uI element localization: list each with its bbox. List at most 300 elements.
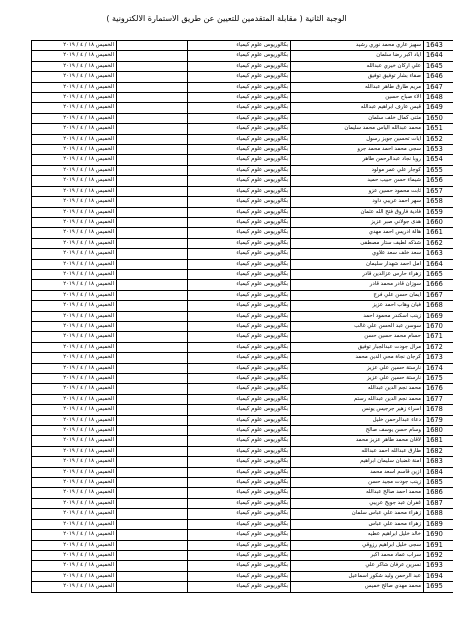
table-row — [32, 113, 453, 123]
row-number-cell: 1676 — [424, 384, 453, 394]
row-number-cell: 1668 — [424, 301, 453, 311]
row-number-cell: 1661 — [424, 228, 453, 238]
row-number-cell: 1693 — [424, 561, 453, 571]
table-row — [32, 311, 453, 321]
table-row — [32, 290, 453, 300]
degree-cell: بكالوريوس علوم كيمياء — [188, 197, 291, 207]
table-row — [32, 332, 453, 342]
blank-cell — [117, 124, 188, 134]
applicant-name-cell: قيس عارف ابراهيم عبدالله — [291, 103, 424, 113]
degree-cell: بكالوريوس علوم كيمياء — [188, 228, 291, 238]
applicant-name-cell: لاقان محمد طاهر عزيز محمد — [291, 436, 424, 446]
interview-date-cell: الخميس ١٨ / ٤ / ٢٠١٩ — [32, 93, 117, 103]
degree-cell: بكالوريوس علوم كيمياء — [188, 176, 291, 186]
blank-cell — [117, 321, 188, 331]
applicant-name-cell: محمد نجم الدين عبدالله رستم — [291, 394, 424, 404]
interview-date-cell: الخميس ١٨ / ٤ / ٢٠١٩ — [32, 571, 117, 581]
blank-cell — [117, 311, 188, 321]
table-row — [32, 394, 453, 404]
row-number-cell: 1677 — [424, 394, 453, 404]
degree-cell: بكالوريوس علوم كيمياء — [188, 498, 291, 508]
table-row — [32, 197, 453, 207]
table-row — [32, 134, 453, 144]
applicant-name-cell: علي اركان خيري عبدالله — [291, 61, 424, 71]
interview-date-cell: الخميس ١٨ / ٤ / ٢٠١٩ — [32, 519, 117, 529]
applicant-name-cell: سراب عماد محمد اكبر — [291, 550, 424, 560]
applicant-name-cell: روبا نجاد عبدالرحمن طاهر — [291, 155, 424, 165]
table-row — [32, 363, 453, 373]
interview-date-cell: الخميس ١٨ / ٤ / ٢٠١٩ — [32, 374, 117, 384]
applicant-name-cell: مرال جودت عبدالجبار توفيق — [291, 342, 424, 352]
row-number-cell: 1690 — [424, 530, 453, 540]
interview-date-cell: الخميس ١٨ / ٤ / ٢٠١٩ — [32, 332, 117, 342]
blank-cell — [117, 93, 188, 103]
table-row — [32, 301, 453, 311]
table-row — [32, 228, 453, 238]
applicant-name-cell: زينب جودت مجيد حسن — [291, 478, 424, 488]
degree-cell: بكالوريوس علوم كيمياء — [188, 426, 291, 436]
blank-cell — [117, 478, 188, 488]
blank-cell — [117, 280, 188, 290]
interview-date-cell: الخميس ١٨ / ٤ / ٢٠١٩ — [32, 457, 117, 467]
interview-date-cell: الخميس ١٨ / ٤ / ٢٠١٩ — [32, 321, 117, 331]
applicant-name-cell: ايات تحسين جويز رسول — [291, 134, 424, 144]
applicant-name-cell: وسام حسن يوسف صالح — [291, 426, 424, 436]
row-number-cell: 1686 — [424, 488, 453, 498]
degree-cell: بكالوريوس علوم كيمياء — [188, 446, 291, 456]
applicant-name-cell: كرجان نجاة محي الدين محمد — [291, 353, 424, 363]
degree-cell: بكالوريوس علوم كيمياء — [188, 93, 291, 103]
degree-cell: بكالوريوس علوم كيمياء — [188, 394, 291, 404]
row-number-cell: 1673 — [424, 353, 453, 363]
interview-date-cell: الخميس ١٨ / ٤ / ٢٠١٩ — [32, 51, 117, 61]
applicant-name-cell: سوزان قادر محمد قادر — [291, 280, 424, 290]
interview-date-cell: الخميس ١٨ / ٤ / ٢٠١٩ — [32, 446, 117, 456]
applicant-name-cell: نارستة حسين علي عزيز — [291, 363, 424, 373]
blank-cell — [117, 217, 188, 227]
interview-date-cell: الخميس ١٨ / ٤ / ٢٠١٩ — [32, 165, 117, 175]
row-number-cell: 1687 — [424, 498, 453, 508]
degree-cell: بكالوريوس علوم كيمياء — [188, 103, 291, 113]
blank-cell — [117, 405, 188, 415]
table-row — [32, 321, 453, 331]
interview-date-cell: الخميس ١٨ / ٤ / ٢٠١٩ — [32, 415, 117, 425]
interview-date-cell: الخميس ١٨ / ٤ / ٢٠١٩ — [32, 342, 117, 352]
degree-cell: بكالوريوس علوم كيمياء — [188, 51, 291, 61]
blank-cell — [117, 436, 188, 446]
applicants-table-body — [32, 41, 453, 593]
interview-date-cell: الخميس ١٨ / ٤ / ٢٠١٩ — [32, 509, 117, 519]
interview-date-cell: الخميس ١٨ / ٤ / ٢٠١٩ — [32, 290, 117, 300]
degree-cell: بكالوريوس علوم كيمياء — [188, 384, 291, 394]
degree-cell: بكالوريوس علوم كيمياء — [188, 488, 291, 498]
applicant-name-cell: شذكه لطيف ستار مصطفى — [291, 238, 424, 248]
degree-cell: بكالوريوس علوم كيمياء — [188, 290, 291, 300]
row-number-cell: 1659 — [424, 207, 453, 217]
interview-date-cell: الخميس ١٨ / ٤ / ٢٠١٩ — [32, 436, 117, 446]
interview-date-cell: الخميس ١٨ / ٤ / ٢٠١٩ — [32, 124, 117, 134]
table-row — [32, 550, 453, 560]
table-row — [32, 41, 453, 51]
table-row — [32, 509, 453, 519]
applicant-name-cell: ثابت محمود حسين عزو — [291, 186, 424, 196]
blank-cell — [117, 176, 188, 186]
table-row — [32, 61, 453, 71]
table-row — [32, 249, 453, 259]
table-row — [32, 165, 453, 175]
row-number-cell: 1683 — [424, 457, 453, 467]
blank-cell — [117, 540, 188, 550]
table-row — [32, 498, 453, 508]
interview-date-cell: الخميس ١٨ / ٤ / ٢٠١٩ — [32, 582, 117, 592]
row-number-cell: 1678 — [424, 405, 453, 415]
degree-cell: بكالوريوس علوم كيمياء — [188, 363, 291, 373]
applicant-name-cell: سجى خليل ابراهيم رزوقي — [291, 540, 424, 550]
blank-cell — [117, 61, 188, 71]
blank-cell — [117, 374, 188, 384]
table-row — [32, 561, 453, 571]
row-number-cell: 1682 — [424, 446, 453, 456]
row-number-cell: 1649 — [424, 103, 453, 113]
applicant-name-cell: سعد خلف سعد علاوي — [291, 249, 424, 259]
degree-cell: بكالوريوس علوم كيمياء — [188, 124, 291, 134]
degree-cell: بكالوريوس علوم كيمياء — [188, 238, 291, 248]
degree-cell: بكالوريوس علوم كيمياء — [188, 155, 291, 165]
blank-cell — [117, 446, 188, 456]
blank-cell — [117, 415, 188, 425]
row-number-cell: 1654 — [424, 155, 453, 165]
table-row — [32, 426, 453, 436]
applicant-name-cell: كوجار علي عمر مولود — [291, 165, 424, 175]
interview-date-cell: الخميس ١٨ / ٤ / ٢٠١٩ — [32, 145, 117, 155]
degree-cell: بكالوريوس علوم كيمياء — [188, 165, 291, 175]
interview-date-cell: الخميس ١٨ / ٤ / ٢٠١٩ — [32, 155, 117, 165]
applicant-name-cell: اسراء زهير جرجيس يونس — [291, 405, 424, 415]
degree-cell: بكالوريوس علوم كيمياء — [188, 540, 291, 550]
degree-cell: بكالوريوس علوم كيمياء — [188, 405, 291, 415]
degree-cell: بكالوريوس علوم كيمياء — [188, 457, 291, 467]
degree-cell: بكالوريوس علوم كيمياء — [188, 82, 291, 92]
blank-cell — [117, 207, 188, 217]
table-row — [32, 467, 453, 477]
blank-cell — [117, 41, 188, 51]
blank-cell — [117, 197, 188, 207]
applicant-name-cell: الاء صباح حسين — [291, 93, 424, 103]
applicant-name-cell: سجى محمد احمد محمد جرو — [291, 145, 424, 155]
row-number-cell: 1689 — [424, 519, 453, 529]
row-number-cell: 1644 — [424, 51, 453, 61]
row-number-cell: 1645 — [424, 61, 453, 71]
interview-date-cell: الخميس ١٨ / ٤ / ٢٠١٩ — [32, 478, 117, 488]
blank-cell — [117, 72, 188, 82]
applicant-name-cell: حسام محمد حسين حسن — [291, 332, 424, 342]
row-number-cell: 1692 — [424, 550, 453, 560]
applicant-name-cell: فادية فاروق فتح الله عثمان — [291, 207, 424, 217]
blank-cell — [117, 582, 188, 592]
blank-cell — [117, 394, 188, 404]
degree-cell: بكالوريوس علوم كيمياء — [188, 321, 291, 331]
row-number-cell: 1648 — [424, 93, 453, 103]
table-row — [32, 488, 453, 498]
interview-date-cell: الخميس ١٨ / ٤ / ٢٠١٩ — [32, 41, 117, 51]
degree-cell: بكالوريوس علوم كيمياء — [188, 342, 291, 352]
row-number-cell: 1664 — [424, 259, 453, 269]
table-row — [32, 82, 453, 92]
applicant-name-cell: عبد الرحمن وليد شكور اسماعيل — [291, 571, 424, 581]
row-number-cell: 1657 — [424, 186, 453, 196]
applicant-name-cell: زهراء محمد علي عباس سلمان — [291, 509, 424, 519]
blank-cell — [117, 113, 188, 123]
table-row — [32, 269, 453, 279]
table-row — [32, 384, 453, 394]
degree-cell: بكالوريوس علوم كيمياء — [188, 550, 291, 560]
blank-cell — [117, 82, 188, 92]
blank-cell — [117, 186, 188, 196]
table-row — [32, 540, 453, 550]
blank-cell — [117, 103, 188, 113]
applicant-name-cell: طارق عبدالله احمد عبدالله — [291, 446, 424, 456]
degree-cell: بكالوريوس علوم كيمياء — [188, 467, 291, 477]
table-row — [32, 93, 453, 103]
degree-cell: بكالوريوس علوم كيمياء — [188, 113, 291, 123]
interview-date-cell: الخميس ١٨ / ٤ / ٢٠١٩ — [32, 488, 117, 498]
row-number-cell: 1665 — [424, 269, 453, 279]
degree-cell: بكالوريوس علوم كيمياء — [188, 530, 291, 540]
interview-date-cell: الخميس ١٨ / ٤ / ٢٠١٩ — [32, 72, 117, 82]
interview-date-cell: الخميس ١٨ / ٤ / ٢٠١٩ — [32, 301, 117, 311]
interview-date-cell: الخميس ١٨ / ٤ / ٢٠١٩ — [32, 82, 117, 92]
row-number-cell: 1655 — [424, 165, 453, 175]
table-row — [32, 124, 453, 134]
blank-cell — [117, 51, 188, 61]
degree-cell: بكالوريوس علوم كيمياء — [188, 207, 291, 217]
applicant-name-cell: محمد مهدي صالح خميس — [291, 582, 424, 592]
degree-cell: بكالوريوس علوم كيمياء — [188, 269, 291, 279]
degree-cell: بكالوريوس علوم كيمياء — [188, 436, 291, 446]
applicant-name-cell: محمد عبدالله الياس محمد سليمان — [291, 124, 424, 134]
interview-date-cell: الخميس ١٨ / ٤ / ٢٠١٩ — [32, 394, 117, 404]
applicant-name-cell: سهيز عاري محمد نوري رشيد — [291, 41, 424, 51]
degree-cell: بكالوريوس علوم كيمياء — [188, 145, 291, 155]
applicant-name-cell: نارستة حسين علي عزيز — [291, 374, 424, 384]
blank-cell — [117, 165, 188, 175]
row-number-cell: 1669 — [424, 311, 453, 321]
applicant-name-cell: نسرين عرفان شاكر علي — [291, 561, 424, 571]
applicant-name-cell: زهراء محمد علي عباس — [291, 519, 424, 529]
blank-cell — [117, 467, 188, 477]
blank-cell — [117, 353, 188, 363]
row-number-cell: 1656 — [424, 176, 453, 186]
interview-date-cell: الخميس ١٨ / ٤ / ٢٠١٩ — [32, 269, 117, 279]
row-number-cell: 1646 — [424, 72, 453, 82]
table-row — [32, 519, 453, 529]
degree-cell: بكالوريوس علوم كيمياء — [188, 519, 291, 529]
blank-cell — [117, 238, 188, 248]
applicant-name-cell: سوسن عبد الحسن علي غالب — [291, 321, 424, 331]
degree-cell: بكالوريوس علوم كيمياء — [188, 301, 291, 311]
applicant-name-cell: محمد احمد صالح عبدالله — [291, 488, 424, 498]
table-row — [32, 582, 453, 592]
blank-cell — [117, 550, 188, 560]
row-number-cell: 1667 — [424, 290, 453, 300]
applicant-name-cell: فيان وهاب احمد عزيز — [291, 301, 424, 311]
blank-cell — [117, 228, 188, 238]
table-row — [32, 280, 453, 290]
row-number-cell: 1695 — [424, 582, 453, 592]
row-number-cell: 1691 — [424, 540, 453, 550]
row-number-cell: 1679 — [424, 415, 453, 425]
applicant-name-cell: زينب اسكندر محمود احمد — [291, 311, 424, 321]
applicant-name-cell: ازين قاسم اسعد محمد — [291, 467, 424, 477]
row-number-cell: 1674 — [424, 363, 453, 373]
table-row — [32, 571, 453, 581]
table-row — [32, 342, 453, 352]
blank-cell — [117, 498, 188, 508]
applicant-name-cell: محمد نجم الدين عبدالله — [291, 384, 424, 394]
interview-date-cell: الخميس ١٨ / ٤ / ٢٠١٩ — [32, 540, 117, 550]
interview-date-cell: الخميس ١٨ / ٤ / ٢٠١٩ — [32, 353, 117, 363]
blank-cell — [117, 269, 188, 279]
row-number-cell: 1650 — [424, 113, 453, 123]
degree-cell: بكالوريوس علوم كيمياء — [188, 332, 291, 342]
table-row — [32, 446, 453, 456]
degree-cell: بكالوريوس علوم كيمياء — [188, 217, 291, 227]
table-row — [32, 186, 453, 196]
applicant-name-cell: هالة ادريس احمد مهدي — [291, 228, 424, 238]
blank-cell — [117, 145, 188, 155]
table-row — [32, 457, 453, 467]
table-row — [32, 353, 453, 363]
row-number-cell: 1666 — [424, 280, 453, 290]
interview-date-cell: الخميس ١٨ / ٤ / ٢٠١٩ — [32, 197, 117, 207]
degree-cell: بكالوريوس علوم كيمياء — [188, 72, 291, 82]
table-row — [32, 405, 453, 415]
applicant-name-cell: خالد خليل ابراهيم عطيه — [291, 530, 424, 540]
blank-cell — [117, 384, 188, 394]
interview-date-cell: الخميس ١٨ / ٤ / ٢٠١٩ — [32, 207, 117, 217]
table-row — [32, 155, 453, 165]
table-row — [32, 217, 453, 227]
applicant-name-cell: سهر احمد عريبي داود — [291, 197, 424, 207]
interview-date-cell: الخميس ١٨ / ٤ / ٢٠١٩ — [32, 550, 117, 560]
blank-cell — [117, 249, 188, 259]
blank-cell — [117, 457, 188, 467]
interview-date-cell: الخميس ١٨ / ٤ / ٢٠١٩ — [32, 217, 117, 227]
table-row — [32, 176, 453, 186]
interview-date-cell: الخميس ١٨ / ٤ / ٢٠١٩ — [32, 238, 117, 248]
row-number-cell: 1647 — [424, 82, 453, 92]
degree-cell: بكالوريوس علوم كيمياء — [188, 582, 291, 592]
interview-date-cell: الخميس ١٨ / ٤ / ٢٠١٩ — [32, 530, 117, 540]
blank-cell — [117, 488, 188, 498]
blank-cell — [117, 134, 188, 144]
interview-date-cell: الخميس ١٨ / ٤ / ٢٠١٩ — [32, 228, 117, 238]
row-number-cell: 1651 — [424, 124, 453, 134]
interview-date-cell: الخميس ١٨ / ٤ / ٢٠١٩ — [32, 498, 117, 508]
row-number-cell: 1643 — [424, 41, 453, 51]
row-number-cell: 1660 — [424, 217, 453, 227]
interview-date-cell: الخميس ١٨ / ٤ / ٢٠١٩ — [32, 467, 117, 477]
row-number-cell: 1652 — [424, 134, 453, 144]
interview-date-cell: الخميس ١٨ / ٤ / ٢٠١٩ — [32, 259, 117, 269]
applicant-name-cell: غفران عبد جويخ عريبي — [291, 498, 424, 508]
applicant-name-cell: ايمان حسن علي فرج — [291, 290, 424, 300]
table-row — [32, 436, 453, 446]
applicant-name-cell: زهراء حارس عزالدين قادر — [291, 269, 424, 279]
interview-date-cell: الخميس ١٨ / ٤ / ٢٠١٩ — [32, 405, 117, 415]
row-number-cell: 1653 — [424, 145, 453, 155]
degree-cell: بكالوريوس علوم كيمياء — [188, 61, 291, 71]
table-row — [32, 72, 453, 82]
table-row — [32, 103, 453, 113]
table-row — [32, 238, 453, 248]
row-number-cell: 1672 — [424, 342, 453, 352]
degree-cell: بكالوريوس علوم كيمياء — [188, 478, 291, 488]
blank-cell — [117, 155, 188, 165]
interview-date-cell: الخميس ١٨ / ٤ / ٢٠١٩ — [32, 561, 117, 571]
table-row — [32, 374, 453, 384]
applicant-name-cell: امل احمد شهدار سليمان — [291, 259, 424, 269]
applicant-name-cell: مريم طارق طاهر عبدالله — [291, 82, 424, 92]
degree-cell: بكالوريوس علوم كيمياء — [188, 134, 291, 144]
table-row — [32, 530, 453, 540]
applicant-name-cell: مثنى كمال خلف سلمان — [291, 113, 424, 123]
blank-cell — [117, 363, 188, 373]
row-number-cell: 1670 — [424, 321, 453, 331]
row-number-cell: 1684 — [424, 467, 453, 477]
interview-date-cell: الخميس ١٨ / ٤ / ٢٠١٩ — [32, 363, 117, 373]
degree-cell: بكالوريوس علوم كيمياء — [188, 186, 291, 196]
degree-cell: بكالوريوس علوم كيمياء — [188, 374, 291, 384]
degree-cell: بكالوريوس علوم كيمياء — [188, 353, 291, 363]
row-number-cell: 1688 — [424, 509, 453, 519]
row-number-cell: 1694 — [424, 571, 453, 581]
degree-cell: بكالوريوس علوم كيمياء — [188, 41, 291, 51]
degree-cell: بكالوريوس علوم كيمياء — [188, 415, 291, 425]
applicant-name-cell: امنة غضبان سليمان ابراهيم — [291, 457, 424, 467]
interview-date-cell: الخميس ١٨ / ٤ / ٢٠١٩ — [32, 113, 117, 123]
degree-cell: بكالوريوس علوم كيمياء — [188, 249, 291, 259]
degree-cell: بكالوريوس علوم كيمياء — [188, 280, 291, 290]
degree-cell: بكالوريوس علوم كيمياء — [188, 311, 291, 321]
table-row — [32, 145, 453, 155]
blank-cell — [117, 571, 188, 581]
degree-cell: بكالوريوس علوم كيمياء — [188, 259, 291, 269]
interview-date-cell: الخميس ١٨ / ٤ / ٢٠١٩ — [32, 103, 117, 113]
interview-date-cell: الخميس ١٨ / ٤ / ٢٠١٩ — [32, 134, 117, 144]
blank-cell — [117, 426, 188, 436]
interview-date-cell: الخميس ١٨ / ٤ / ٢٠١٩ — [32, 61, 117, 71]
degree-cell: بكالوريوس علوم كيمياء — [188, 561, 291, 571]
applicant-name-cell: شيماء حسن حبيب حميد — [291, 176, 424, 186]
blank-cell — [117, 530, 188, 540]
table-row — [32, 259, 453, 269]
applicant-name-cell: هدى جولاني صبر عزيز — [291, 217, 424, 227]
interview-date-cell: الخميس ١٨ / ٤ / ٢٠١٩ — [32, 426, 117, 436]
interview-date-cell: الخميس ١٨ / ٤ / ٢٠١٩ — [32, 186, 117, 196]
table-row — [32, 51, 453, 61]
interview-date-cell: الخميس ١٨ / ٤ / ٢٠١٩ — [32, 176, 117, 186]
row-number-cell: 1680 — [424, 426, 453, 436]
blank-cell — [117, 259, 188, 269]
applicant-name-cell: اياد اكبر رضا سلمان — [291, 51, 424, 61]
table-row — [32, 415, 453, 425]
row-number-cell: 1675 — [424, 374, 453, 384]
blank-cell — [117, 509, 188, 519]
row-number-cell: 1662 — [424, 238, 453, 248]
applicant-name-cell: صفاء بشار توفيق توفيق — [291, 72, 424, 82]
blank-cell — [117, 290, 188, 300]
